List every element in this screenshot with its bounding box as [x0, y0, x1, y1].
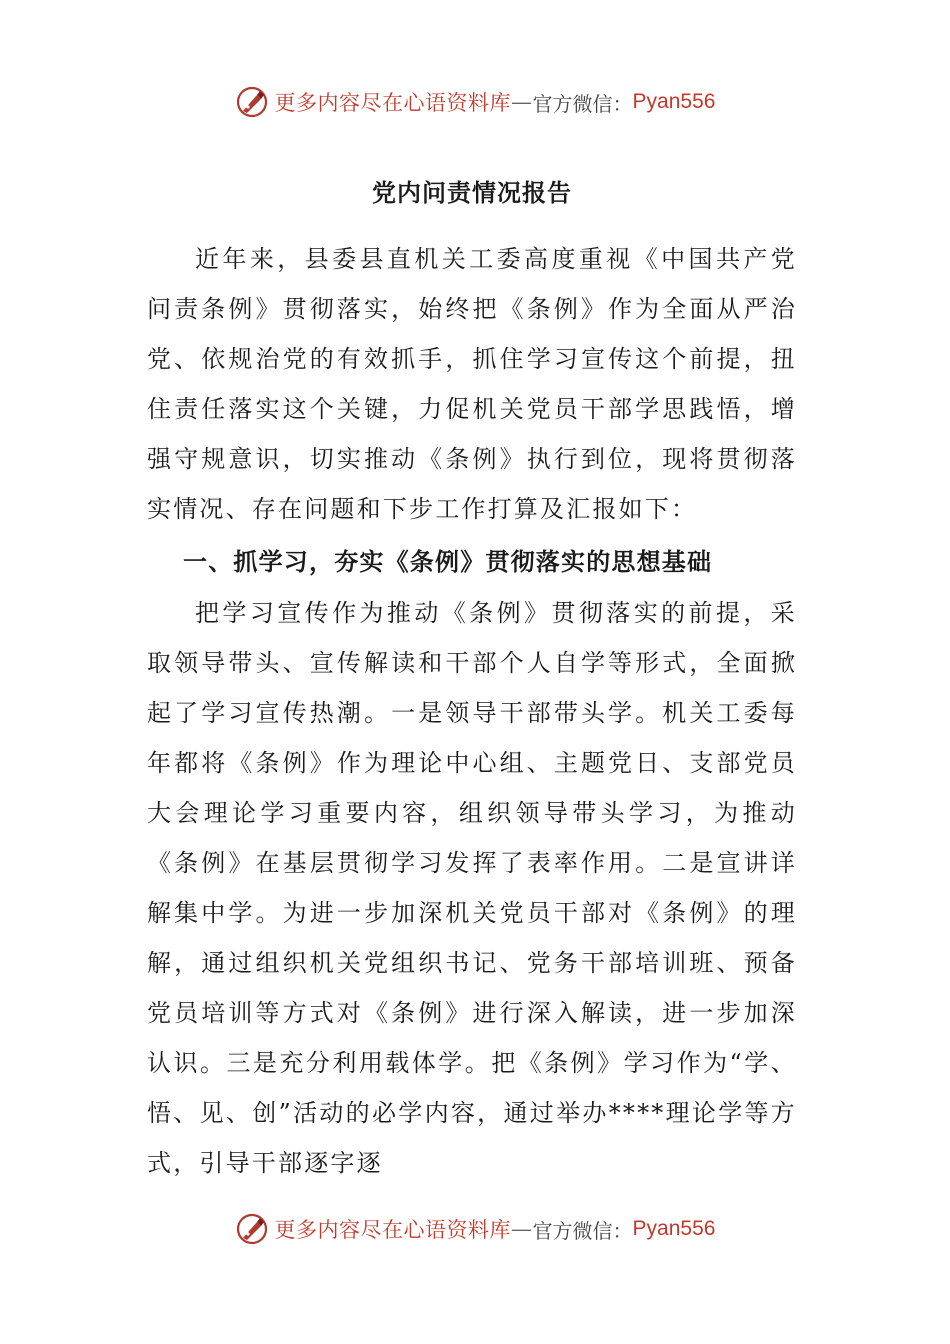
banner-wechat-label: 官方微信： [532, 1218, 633, 1243]
document-title: 党内问责情况报告 [372, 178, 572, 207]
section-1-paragraph: 把学习宣传作为推动《条例》贯彻落实的前提，采取领导带头、宣传解读和干部个人自学等形式，全面掀起了学习宣传热潮。一是领导干部带头学。机关工委每年都将《条例》作为理论中心组、主题党日、支部党员大会理论学习重要内容，组织领导带头学习，为推动《条例》在基层贯彻学习发挥了表率作用。二是宣讲详解集中学。为进一步加深机关党员干部对《条例》的理解，通过组织机关党组织书记、党务干部培训班、预备党员培训等方式对《条例》进行深入解读，进一步加深认识。三是充分利用载体学。把《条例》学习作为“学、悟、见、创”活动的必学内容，通过举办****理论学等方式，引导干部逐字逐 [147, 599, 797, 1177]
document-body [147, 170, 797, 1188]
banner-brand-text: 更多内容尽在心语资料库 [274, 91, 512, 115]
banner-wechat-label: 官方微信： [532, 91, 633, 116]
footer-banner [0, 1207, 950, 1251]
intro-paragraph: 近年来，县委县直机关工委高度重视《中国共产党问责条例》贯彻落实，始终把《条例》作为全面从严治党、依规治党的有效抓手，抓住学习宣传这个前提，扭住责任落实这个关键，力促机关党员干部学思践悟，增强守规意识，切实推动《条例》执行到位，现将贯彻落实情况、存在问题和下步工作打算及汇报如下： [147, 245, 797, 523]
pen-nib-circle-icon [235, 1212, 269, 1246]
banner-wechat-id: Pyan556 [632, 1217, 716, 1240]
pen-nib-circle-icon [235, 85, 269, 119]
section-heading-1: 一、抓学习，夯实《条例》贯彻落实的思想基础 [183, 547, 713, 576]
banner-dash: — [511, 1217, 533, 1241]
header-banner [0, 80, 950, 124]
banner-wechat-id: Pyan556 [632, 90, 716, 113]
banner-dash: — [511, 90, 533, 114]
banner-brand-text: 更多内容尽在心语资料库 [274, 1218, 512, 1242]
